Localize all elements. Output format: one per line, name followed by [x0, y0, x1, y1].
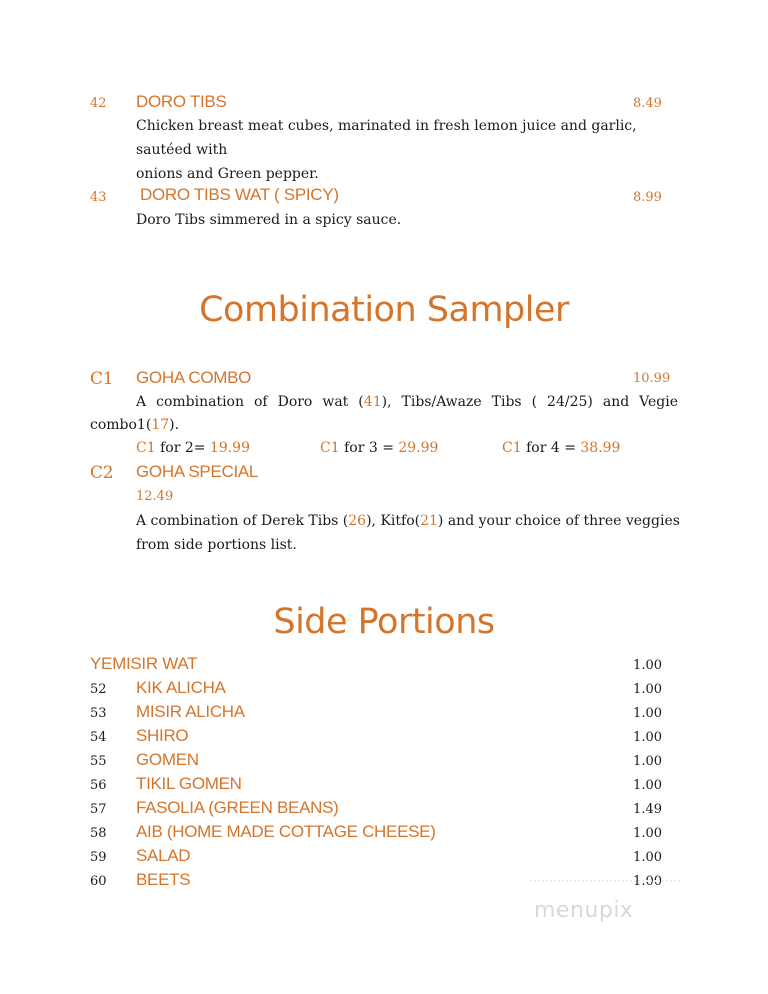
item-price: 10.99 — [633, 371, 671, 386]
section-title-combination: Combination Sampler — [199, 290, 569, 330]
item-name: FASOLIA (GREEN BEANS) — [136, 798, 339, 817]
item-number: 52 — [90, 682, 107, 697]
item-number: 54 — [90, 730, 107, 745]
group-label: for 2= — [160, 440, 206, 456]
item-price: 12.49 — [136, 489, 174, 504]
item-name: GOHA SPECIAL — [136, 462, 259, 481]
section-title-side-portions: Side Portions — [273, 602, 495, 642]
item-number: 42 — [90, 96, 107, 111]
item-reference: 21 — [420, 513, 438, 529]
item-number: 53 — [90, 706, 107, 721]
description-text: ), Tibs/Awaze Tibs ( 24/25) and Vegie — [381, 394, 678, 410]
item-name: BEETS — [136, 870, 191, 889]
list-item — [90, 654, 662, 678]
item-number: 56 — [90, 778, 107, 793]
group-price-4 — [502, 440, 620, 456]
item-price: 1.00 — [633, 730, 662, 745]
item-description-line — [136, 509, 680, 533]
group-label: for 4 = — [526, 440, 576, 456]
description-text: ) and your choice of three veggies — [437, 513, 680, 529]
item-number: 60 — [90, 874, 107, 889]
list-item — [90, 702, 662, 726]
item-price: 1.00 — [633, 706, 662, 721]
combo-code: C1 — [502, 440, 522, 456]
description-text: combo1( — [90, 417, 152, 433]
item-price: 1.49 — [633, 802, 662, 817]
list-item — [90, 822, 662, 846]
item-name: DORO TIBS WAT ( SPICY) — [140, 185, 339, 204]
item-number: 58 — [90, 826, 107, 841]
description-text: A combination of Derek Tibs ( — [136, 513, 349, 529]
watermark-divider — [530, 880, 680, 888]
item-price: 1.00 — [633, 850, 662, 865]
list-item — [90, 678, 662, 702]
item-name: KIK ALICHA — [136, 678, 226, 697]
item-name: TIKIL GOMEN — [136, 774, 242, 793]
item-name: SALAD — [136, 846, 191, 865]
list-item — [90, 750, 662, 774]
item-name: SHIRO — [136, 726, 189, 745]
watermark-logo: menupix — [534, 898, 634, 923]
combo-code: C1 — [136, 440, 156, 456]
item-price: 1.00 — [633, 778, 662, 793]
item-name: GOHA COMBO — [136, 368, 252, 387]
combo-code: C1 — [320, 440, 340, 456]
group-label: for 3 = — [344, 440, 394, 456]
item-reference: 17 — [151, 417, 170, 433]
item-number: 59 — [90, 850, 107, 865]
item-number: 57 — [90, 802, 107, 817]
item-name: DORO TIBS — [136, 92, 227, 111]
item-description-line: Chicken breast meat cubes, marinated in fresh lemon juice and garlic, sautéed with — [136, 118, 637, 158]
item-number: 43 — [90, 190, 107, 205]
item-price: 8.49 — [633, 96, 662, 111]
item-name: AIB (HOME MADE COTTAGE CHEESE) — [136, 822, 436, 841]
list-item — [90, 774, 662, 798]
item-price: 1.00 — [633, 754, 662, 769]
group-price: 29.99 — [398, 440, 439, 456]
group-price: 19.99 — [209, 440, 251, 456]
group-price-2 — [136, 440, 250, 456]
description-text: ), Kitfo( — [366, 513, 421, 529]
item-description-line: Doro Tibs simmered in a spicy sauce. — [136, 212, 402, 228]
list-item — [90, 798, 662, 822]
item-price: 1.00 — [633, 682, 662, 697]
item-number: C2 — [90, 463, 114, 483]
item-reference: 41 — [363, 394, 382, 410]
item-number: C1 — [90, 369, 114, 389]
group-price-3 — [320, 440, 438, 456]
list-item — [90, 726, 662, 750]
item-name: YEMISIR WAT — [90, 654, 198, 673]
item-description-line: onions and Green pepper. — [136, 166, 319, 182]
item-name: MISIR ALICHA — [136, 702, 245, 721]
item-number: 55 — [90, 754, 107, 769]
group-price: 38.99 — [580, 440, 621, 456]
item-reference: 26 — [348, 513, 367, 529]
item-description-line — [90, 413, 179, 437]
item-price: 8.99 — [633, 190, 662, 205]
item-price: 1.00 — [633, 874, 662, 889]
description-text: ). — [169, 417, 180, 433]
item-price: 1.00 — [633, 826, 662, 841]
item-name: GOMEN — [136, 750, 199, 769]
description-text: A combination of Doro wat ( — [136, 394, 364, 410]
item-description-line — [136, 390, 678, 414]
item-description-line: from side portions list. — [136, 537, 297, 553]
list-item — [90, 846, 662, 870]
item-price: 1.00 — [633, 658, 662, 673]
